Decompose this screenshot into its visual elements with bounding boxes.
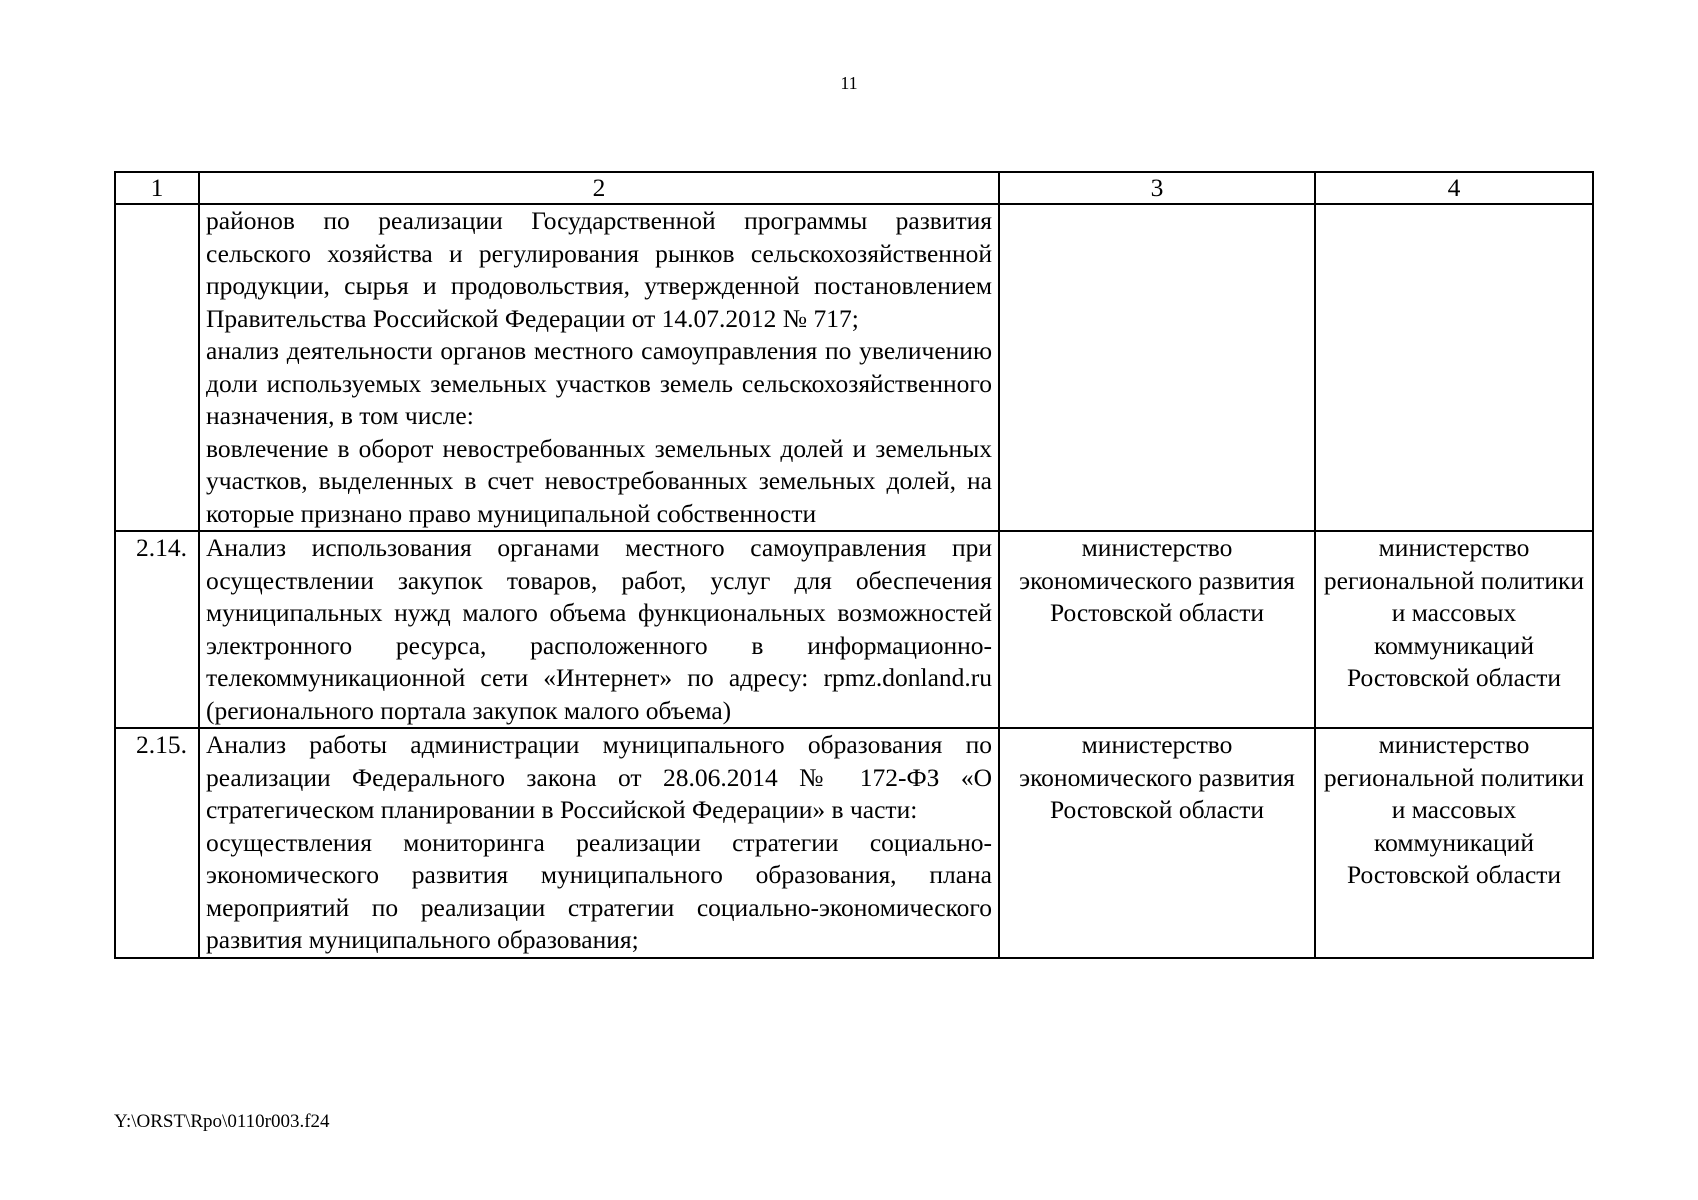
description-paragraph: районов по реализации Государственной программы развития сельского хозяйства и регулирования рынков сельскохозяйственной продукции, сырья и продовольствия, утвержденной постановлением Правительства Российской Федерации от 14.07.2012 № 717; (206, 206, 992, 333)
row-number (115, 204, 199, 531)
header-cell-4: 4 (1315, 172, 1593, 204)
description-paragraph: осуществления мониторинга реализации стратегии социально-экономического развития муниципального образования, плана мероприятий по реализации стратегии социально-экономического развития муниципального образования; (206, 827, 992, 954)
row-number: 2.14. (115, 531, 199, 728)
page-number: 11 (840, 73, 858, 93)
table-header-row (115, 172, 1593, 204)
description-paragraph: Анализ использования органами местного самоуправления при осуществлении закупок товаров, работ, услуг для обеспечения муниципальных нужд малого объема функциональных возможностей электронного ресурса, расположенного в информационно-телекоммуникационной сети «Интернет» по адресу: rpmz.donland.ru (регионального портала закупок малого объема) (206, 533, 992, 725)
row-responsible: министерство экономического развития Ростовской области (999, 728, 1315, 958)
description-paragraph: анализ деятельности органов местного самоуправления по увеличению доли используемых земельных участков земель сельскохозяйственного назначения, в том числе: (206, 336, 992, 430)
file-path-footer: Y:\ORST\Rpo\0110r003.f24 (114, 1111, 330, 1132)
row-coexecutor: министерство региональной политики и массовых коммуникаций Ростовской области (1315, 728, 1593, 958)
header-cell-1: 1 (115, 172, 199, 204)
description-paragraph: Анализ работы администрации муниципального образования по реализации Федерального закона от 28.06.2014 № 172-ФЗ «О стратегическом планировании в Российской Федерации» в части: (206, 730, 992, 824)
header-cell-3: 3 (999, 172, 1315, 204)
table-row (115, 531, 1593, 728)
header-cell-2: 2 (199, 172, 999, 204)
row-coexecutor: министерство региональной политики и массовых коммуникаций Ростовской области (1315, 531, 1593, 728)
row-responsible: министерство экономического развития Ростовской области (999, 531, 1315, 728)
row-description (199, 728, 999, 958)
document-table (114, 171, 1594, 959)
row-description (199, 204, 999, 531)
row-description (199, 531, 999, 728)
row-number: 2.15. (115, 728, 199, 958)
row-responsible (999, 204, 1315, 531)
description-paragraph: вовлечение в оборот невостребованных земельных долей и земельных участков, выделенных в счет невостребованных земельных долей, на которые признано право муниципальной собственности (206, 433, 992, 528)
table-row (115, 204, 1593, 531)
row-coexecutor (1315, 204, 1593, 531)
table-row (115, 728, 1593, 958)
